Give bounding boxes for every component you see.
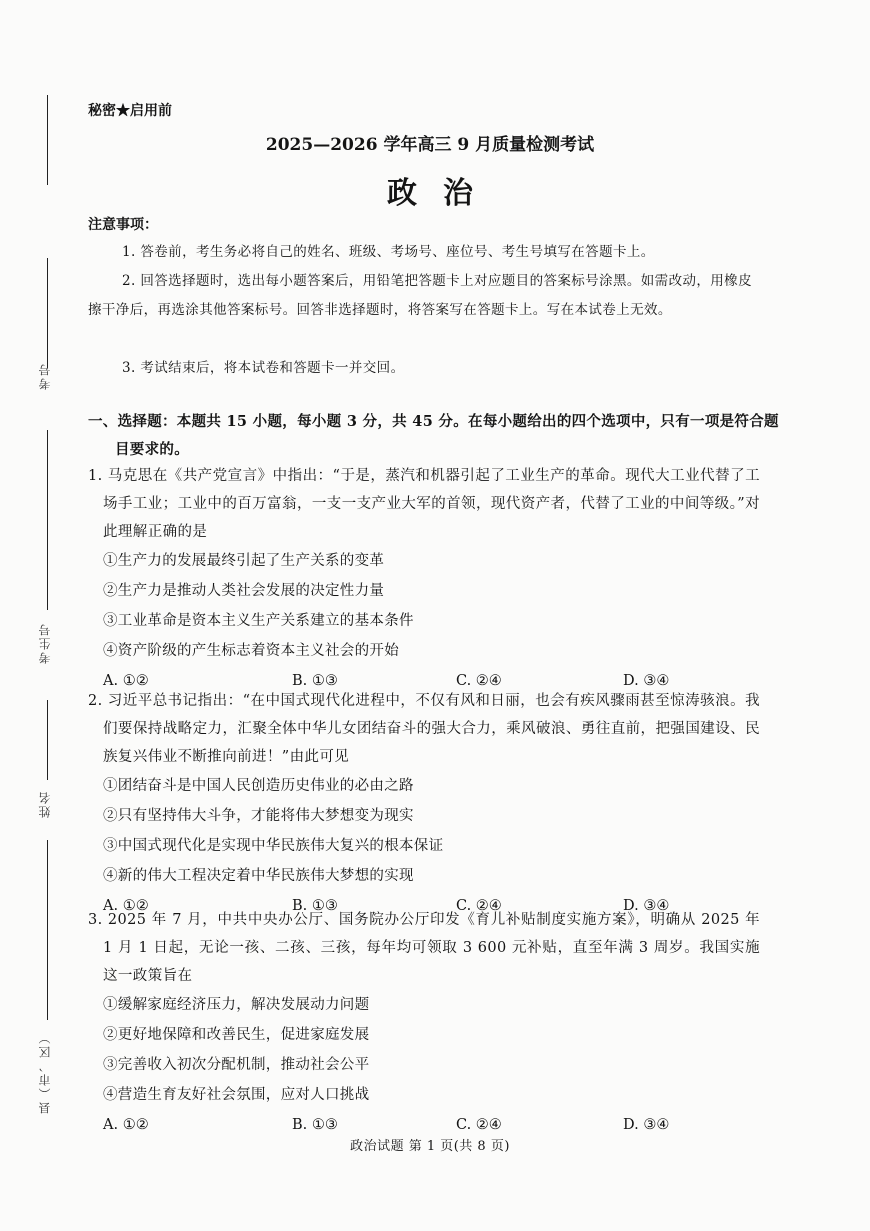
question-stem: 1. 马克思在《共产党宣言》中指出：“于是，蒸汽和机器引起了工业生产的革命。现代大工业代替了工场手工业；工业中的百万富翁，一支一支产业大军的首领，现代资产者，代替了工业的中间等级。”对此理解正确的是: [88, 468, 760, 540]
page-footer: 政治试题 第 1 页(共 8 页): [350, 1139, 510, 1154]
statement-option: ②生产力是推动人类社会发展的决定性力量: [103, 583, 385, 599]
choice-d: D. ③④: [623, 673, 670, 689]
choice-a: A. ①②: [103, 673, 149, 689]
question-3: [88, 906, 760, 1140]
binding-label-name: 姓名: [38, 790, 52, 818]
question-stem: 3. 2025 年 7 月，中共中央办公厅、国务院办公厅印发《育儿补贴制度实施方案》，明确从 2025 年 1 月 1 日起，无论一孩、二孩、三孩，每年均可领取 3 600 元补贴，直至年满 3 周岁。我国实施这一政策旨在: [88, 912, 760, 984]
statement-option: ③工业革命是资本主义生产关系建立的基本条件: [103, 613, 414, 629]
statement-option: ①缓解家庭经济压力，解决发展动力问题: [103, 997, 370, 1013]
binding-label-candidate-number: 考生号: [38, 622, 52, 664]
note-item: 2. 回答选择题时，选出每小题答案后，用铅笔把答题卡上对应题目的答案标号涂黑。如需改动，用橡皮擦干净后，再选涂其他答案标号。回答非选择题时，将答案写在答题卡上。写在本试卷上无效。: [88, 273, 752, 318]
question-1: [88, 462, 760, 696]
statement-option: ④资产阶级的产生标志着资本主义社会的开始: [103, 643, 399, 659]
exam-title: 2025—2026 学年高三 9 月质量检测考试: [265, 135, 595, 155]
choice-c: C. ②④: [456, 898, 502, 914]
binding-line: [47, 430, 48, 610]
question-2: [88, 687, 760, 921]
statement-option: ③完善收入初次分配机制，推动社会公平: [103, 1057, 370, 1073]
statement-option: ②更好地保障和改善民生，促进家庭发展: [103, 1027, 370, 1043]
section-heading: 一、选择题：本题共 15 小题，每小题 3 分，共 45 分。在每小题给出的四个选项中，只有一项是符合题目要求的。: [88, 413, 779, 458]
choice-a: A. ①②: [103, 1117, 149, 1133]
statement-option: ②只有坚持伟大斗争，才能将伟大梦想变为现实: [103, 808, 414, 824]
choice-d: D. ③④: [623, 898, 670, 914]
statement-option: ①生产力的发展最终引起了生产关系的变革: [103, 553, 385, 569]
choice-c: C. ②④: [456, 673, 502, 689]
choice-c: C. ②④: [456, 1117, 502, 1133]
statement-option: ④新的伟大工程决定着中华民族伟大梦想的实现: [103, 868, 414, 884]
choice-b: B. ①③: [292, 1117, 338, 1133]
choice-b: B. ①③: [292, 673, 338, 689]
note-item: 1. 答卷前，考生务必将自己的姓名、班级、考场号、座位号、考生号填写在答题卡上。: [122, 244, 655, 260]
statement-option: ④营造生育友好社会氛围，应对人口挑战: [103, 1087, 370, 1103]
binding-line: [47, 700, 48, 780]
binding-line: [47, 840, 48, 1020]
choice-b: B. ①③: [292, 898, 338, 914]
binding-line: [47, 258, 48, 368]
binding-label-county: 县（市、区）: [38, 1030, 52, 1114]
notes-title: 注意事项：: [88, 217, 158, 233]
choice-a: A. ①②: [103, 898, 149, 914]
choice-d: D. ③④: [623, 1117, 670, 1133]
secret-label: 秘密★启用前: [88, 103, 172, 119]
binding-line: [47, 95, 48, 185]
question-stem: 2. 习近平总书记指出：“在中国式现代化进程中，不仅有风和日丽，也会有疾风骤雨甚至惊涛骇浪。我们要保持战略定力，汇聚全体中华儿女团结奋斗的强大合力，乘风破浪、勇往直前，把强国建设、民族复兴伟业不断推向前进！”由此可见: [88, 693, 760, 765]
note-item: 3. 考试结束后，将本试卷和答题卡一并交回。: [122, 360, 405, 376]
binding-label-exam-number: 考号: [38, 362, 52, 390]
statement-option: ③中国式现代化是实现中华民族伟大复兴的根本保证: [103, 838, 444, 854]
binding-strip: [0, 0, 70, 1231]
statement-option: ①团结奋斗是中国人民创造历史伟业的必由之路: [103, 778, 414, 794]
subject-title: 政治: [387, 176, 499, 211]
